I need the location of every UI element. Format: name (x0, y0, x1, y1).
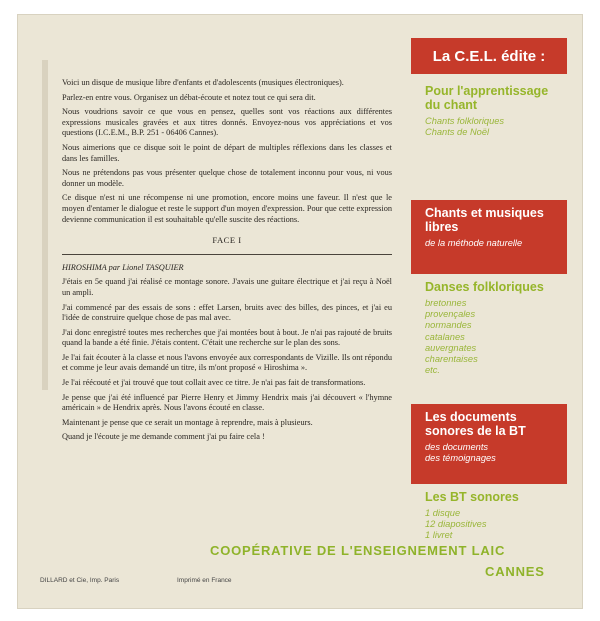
catalog-block-libres (411, 200, 567, 274)
block-title: Pour l'apprentissage du chant (425, 84, 549, 112)
divider (62, 254, 392, 255)
piece-paragraph-6: Je pense que j'ai été influencé par Pierre Henry et Jimmy Hendrix mais j'ai découvert « l'hymne américain » de Hendrix après. Nous l'avons écouté en classe. (62, 392, 392, 413)
sub-item: provençales (425, 309, 476, 320)
sub-item: des témoignages (425, 453, 496, 464)
block-title: Chants et musiques libres (425, 206, 544, 234)
printer-credit: DILLARD et Cie, Imp. Paris (40, 577, 120, 584)
piece-paragraph-2: J'ai commencé par des essais de sons : effet Larsen, bruits avec des billes, des pinces, et j'ai eu l'idée de construire quelque chose de pas mal avec. (62, 302, 392, 323)
block-title: Les documents sonores de la BT (425, 410, 526, 438)
sub-item: de la méthode naturelle (425, 238, 523, 248)
piece-paragraph-4: Je l'ai fait écouter à la classe et nous l'avons envoyée aux correspondants de Vizille. Ils ont répondu et comme je leur avais demandé un titre, ils m'ont proposé « Hiroshima ». (62, 352, 392, 373)
intro-paragraph-6: Ce disque n'est ni une récompense ni une promotion, encore moins une faveur. Il n'est que le moyen d'entamer le dialogue et reste le support d'un moyen d'expression. Pour que cette expression devienne communication il est souhaitable qu'elle suscite des réactions. (62, 193, 392, 224)
sub-item: auvergnates (425, 342, 477, 353)
piece-paragraph-8: Quand je l'écoute je me demande comment j'ai pu faire cela ! (62, 432, 265, 442)
sub-item: Chants folkloriques (425, 116, 505, 126)
piece-title: HIROSHIMA par Lionel TASQUIER (62, 262, 184, 272)
catalog-block-danses (411, 274, 567, 404)
block-subtitle (425, 238, 559, 249)
catalog-block-chant (411, 74, 567, 200)
piece-paragraph-3: J'ai donc enregistré toutes mes recherches que j'ai montées bout à bout. Je n'ai pas rajouté de bruits quand la bande a été finie. J'étais content. C'était une recherche sur le plan des sons. (62, 327, 392, 348)
piece-paragraph-1: J'étais en 5e quand j'ai réalisé ce montage sonore. J'avais une guitare électrique et j'ai reçu à Noël un ampli. (62, 277, 392, 297)
liner-notes (62, 78, 392, 447)
inner-sleeve-edge (42, 60, 48, 390)
catalog-block-documents (411, 404, 567, 484)
block-subtitle (425, 442, 559, 464)
sub-item: charentaises (425, 354, 478, 365)
block-subtitle (425, 508, 559, 542)
sub-item: Chants de Noël (425, 127, 490, 138)
cel-header: La C.E.L. édite : (411, 38, 567, 74)
intro-paragraph-5: Nous ne prétendons pas vous présenter quelque chose de totalement inconnu pour vous, ni vous donner un modèle. (62, 168, 392, 188)
block-subtitle (425, 298, 559, 376)
sub-item: etc. (425, 365, 440, 376)
publisher-city: CANNES (485, 564, 545, 579)
sub-item: bretonnes (425, 298, 467, 308)
catalog-column (411, 38, 567, 566)
made-in-label: Imprimé en France (177, 577, 232, 584)
intro-paragraph-3: Nous voudrions savoir ce que vous en pensez, quelles sont vos réactions aux différentes expressions musicales gravées et aux titres donnés. Envoyez-nous vos appréciations et vos questions (I.C.E.M., B.P. 251 - 06406 Cannes). (62, 107, 392, 138)
block-title: Les BT sonores (425, 490, 519, 504)
sub-item: 12 diapositives (425, 519, 487, 530)
intro-paragraph-4: Nous aimerions que ce disque soit le point de départ de multiples réflexions dans les classes et dans les familles. (62, 142, 392, 163)
sub-item: catalanes (425, 331, 465, 342)
publisher-name: COOPÉRATIVE DE L'ENSEIGNEMENT LAIC (210, 543, 506, 558)
piece-paragraph-7: Maintenant je pense que ce serait un montage à reprendre, mais à plusieurs. (62, 417, 313, 427)
sub-item: normandes (425, 320, 472, 331)
sub-item: 1 livret (425, 530, 453, 541)
block-subtitle (425, 116, 559, 138)
intro-paragraph-1: Voici un disque de musique libre d'enfants et d'adolescents (musiques électroniques). (62, 78, 344, 87)
piece-paragraph-5: Je l'ai réécouté et j'ai trouvé que tout collait avec ce titre. Je n'ai pas fait de transformations. (62, 378, 366, 388)
sub-item: 1 disque (425, 508, 461, 518)
face-heading: FACE I (212, 235, 242, 246)
intro-paragraph-2: Parlez-en entre vous. Organisez un débat-écoute et notez tout ce qui sera dit. (62, 92, 316, 102)
block-title: Danses folkloriques (425, 280, 544, 294)
sub-item: des documents (425, 442, 489, 452)
